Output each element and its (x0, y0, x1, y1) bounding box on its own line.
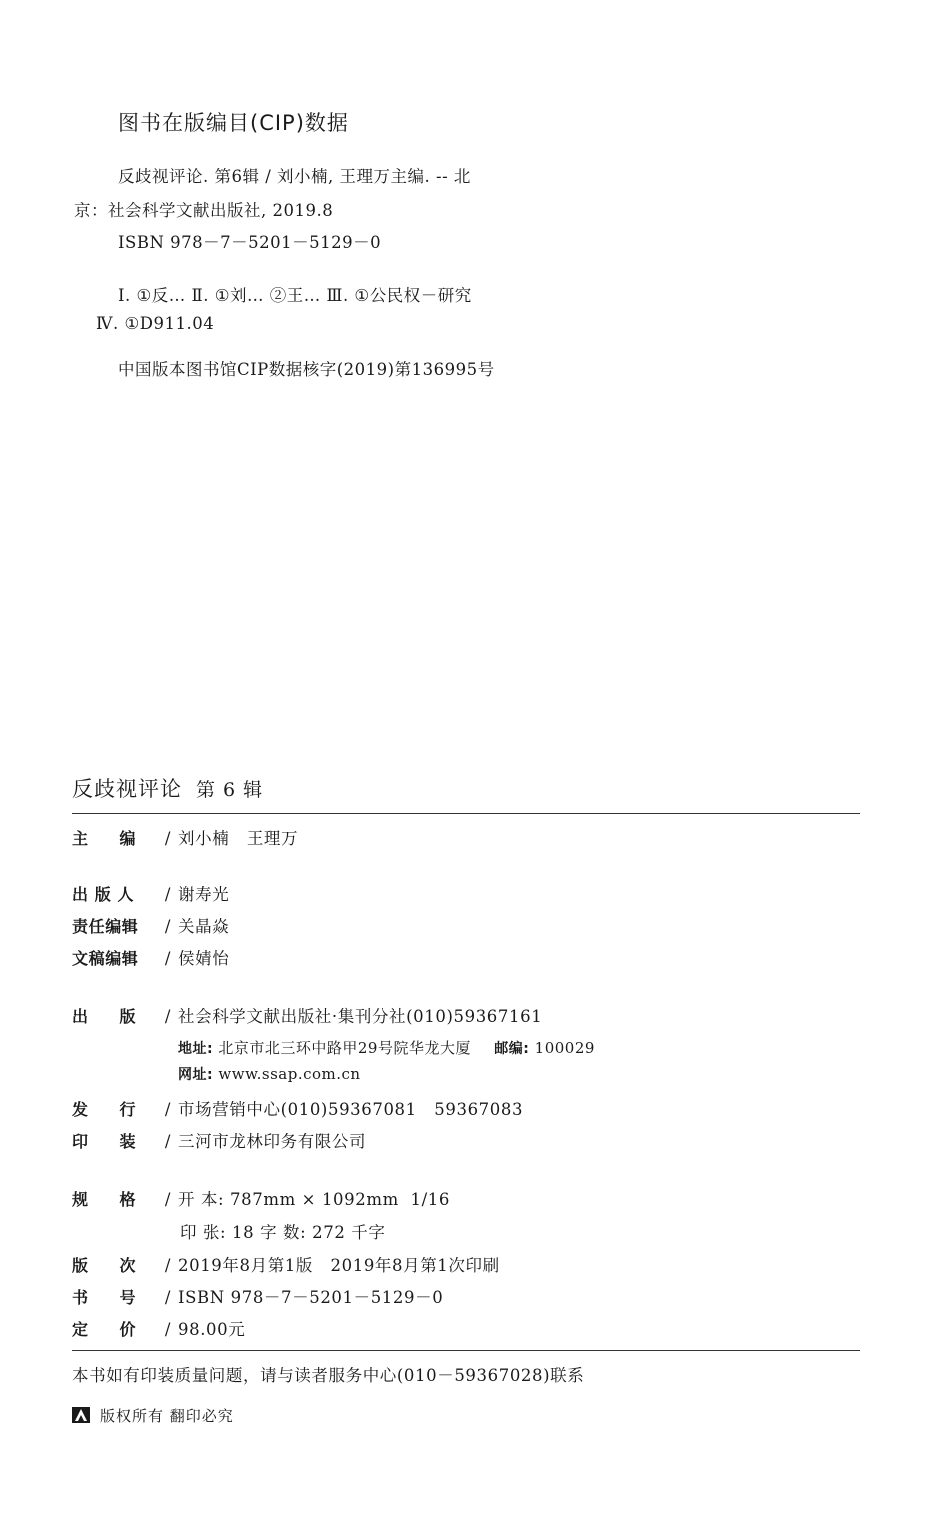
isbn-label: 书 号 (72, 1288, 137, 1307)
postcode-label: 邮编: (494, 1041, 530, 1057)
spec-sheets: 印 张: 18 字 数: 272 千字 (180, 1223, 386, 1242)
publisher-logo-icon (72, 1407, 90, 1423)
address-label: 地址: (178, 1041, 214, 1057)
price-label: 定 价 (72, 1320, 137, 1339)
printing-row (72, 1128, 366, 1152)
distribution-value: 市场营销中心(010)59367081 59367083 (178, 1100, 524, 1119)
separator: / (164, 829, 172, 848)
postcode-value: 100029 (534, 1039, 595, 1057)
quality-notice: 本书如有印装质量问题，请与读者服务中心(010－59367028)联系 (72, 1366, 585, 1385)
separator: / (164, 885, 172, 904)
spec-label: 规 格 (72, 1190, 137, 1209)
book-title: 反歧视评论 (72, 777, 182, 801)
cip-line-1: 反歧视评论. 第6辑 / 刘小楠, 王理万主编. -- 北 (118, 167, 471, 186)
publisher-person-label: 出 版 人 (72, 885, 135, 904)
separator: / (164, 1132, 172, 1151)
distribution-label: 发 行 (72, 1100, 137, 1119)
separator: / (164, 1190, 172, 1209)
editor-row (72, 825, 298, 849)
address-value: 北京市北三环中路甲29号院华龙大厦 (218, 1039, 471, 1057)
responsible-editor-label: 责任编辑 (72, 917, 139, 936)
spec-format: 开 本: 787mm × 1092mm 1/16 (178, 1190, 450, 1209)
responsible-editor-value: 关晶焱 (178, 917, 230, 936)
copyright-text: 版权所有 翻印必究 (100, 1407, 234, 1425)
publish-label: 出 版 (72, 1007, 137, 1026)
printing-label: 印 装 (72, 1132, 137, 1151)
top-rule (72, 813, 860, 814)
printing-value: 三河市龙林印务有限公司 (178, 1132, 367, 1151)
copy-editor-value: 侯婧怡 (178, 949, 230, 968)
website-value: www.ssap.com.cn (218, 1065, 361, 1083)
publisher-person-value: 谢寿光 (178, 885, 230, 904)
price-row (72, 1316, 245, 1340)
copy-editor-label: 文稿编辑 (72, 949, 139, 968)
website-label: 网址: (178, 1067, 214, 1083)
editor-label: 主 编 (72, 829, 137, 848)
cip-title: 图书在版编目(CIP)数据 (118, 111, 349, 135)
cip-classification-2: Ⅳ. ①D911.04 (96, 314, 215, 333)
isbn-value: ISBN 978－7－5201－5129－0 (178, 1288, 444, 1307)
distribution-row (72, 1096, 523, 1120)
separator: / (164, 917, 172, 936)
separator: / (164, 1320, 172, 1339)
separator: / (164, 949, 172, 968)
publisher-person-row (72, 881, 229, 905)
publish-value: 社会科学文献出版社·集刊分社(010)59367161 (178, 1007, 543, 1026)
book-title-line (72, 773, 263, 803)
address-row (178, 1037, 595, 1058)
copyright-line (72, 1405, 234, 1426)
bottom-rule (72, 1350, 860, 1351)
responsible-editor-row (72, 913, 229, 937)
isbn-row (72, 1284, 443, 1308)
edition-row (72, 1252, 500, 1276)
website-row (178, 1064, 361, 1084)
edition-value: 2019年8月第1版 2019年8月第1次印刷 (178, 1256, 500, 1275)
separator: / (164, 1007, 172, 1026)
separator: / (164, 1256, 172, 1275)
cip-record-number: 中国版本图书馆CIP数据核字(2019)第136995号 (118, 360, 495, 379)
separator: / (164, 1288, 172, 1307)
separator: / (164, 1100, 172, 1119)
book-edition: 第 6 辑 (196, 779, 264, 801)
copy-editor-row (72, 945, 229, 969)
publish-row (72, 1003, 542, 1027)
edition-label: 版 次 (72, 1256, 137, 1275)
cip-isbn: ISBN 978－7－5201－5129－0 (118, 233, 382, 252)
cip-line-2: 京：社会科学文献出版社, 2019.8 (74, 201, 334, 220)
editor-value: 刘小楠 王理万 (178, 829, 299, 848)
cip-classification-1: Ⅰ. ①反… Ⅱ. ①刘… ②王… Ⅲ. ①公民权－研究 (118, 286, 472, 305)
spec-row (72, 1186, 450, 1210)
price-value: 98.00元 (178, 1320, 246, 1339)
